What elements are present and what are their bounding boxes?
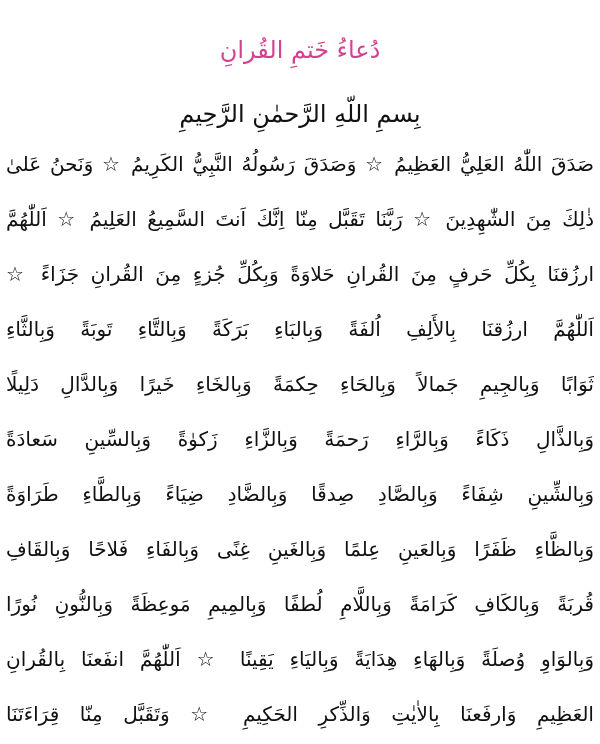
text-line: اَللّٰهُمَّ ارزُقنَا بِالأَلِفِ اُلفَةً وَبِالبَاءِ بَرَكَةً وَبِالتَّاءِ تَوبَةً وَبِالثَّاءِ [6, 317, 594, 341]
text-line: العَظِيمِ وَارفَعنَا بِالاٰيٰتِ وَالذِّكرِ الحَكِيمِ ☆ وَتَقَبَّل مِنّا قِرَاءَتَنَا [6, 702, 594, 726]
text-line: ذٰلِكَ مِنَ الشّٰهِدِينَ ☆ رَبَّنَا تَقَبَّل مِنّا اِنَّكَ اَنتَ السَّمِيعُ العَلِيمُ ☆ اَللّٰهُمَّ [6, 207, 594, 231]
text-line: ثَوَابًا وَبِالجِيمِ جَمالاً وَبِالحَاءِ حِكمَةً وَبِالخَاءِ خَيرًا وَبِالدَّالِ دَلِيلًا [6, 372, 594, 396]
basmala-heading: بِسمِ اللّهِ الرَّحمٰنِ الرَّحِيمِ [179, 100, 421, 128]
text-line: وَبِالوَاوِ وُصلَةً وَبِالهَاءِ هِدَايَةً وَبِاليَاءِ يَقِينًا ☆ اَللّٰهُمَّ انفَعنَا بِالقُرانِ [6, 647, 594, 671]
text-line: وَبِالشِّينِ شِفَاءً وَبِالصَّادِ صِدقًا وَبِالضَّادِ ضِيَاءً وَبِالطَّاءِ طَرَاوَةً [6, 482, 594, 506]
text-line: ارزُقنَا بِكُلِّ حَرفٍ مِنَ القُرانِ حَلاوَةً وَبِكُلِّ جُزءٍ مِنَ القُرانِ جَزَاءً ☆ [6, 262, 594, 286]
text-line: قُربَةً وَبِالكَافِ كَرَامَةً وَبِاللَّامِ لُطفًا وَبِالمِيمِ مَوعِظَةً وَبِالنُّونِ نُورًا [6, 592, 594, 616]
text-line: صَدَقَ اللّٰهُ العَلِيُّ العَظِيمُ ☆ وَصَدَقَ رَسُولُهُ النَّبِيُّ الكَرِيمُ ☆ وَنَحنُ عَلىٰ [6, 152, 594, 176]
text-line: وَبِالظَّاءِ ظَفَرًا وَبِالعَينِ عِلمًا وَبِالغَينِ غِنًى وَبِالفَاءِ فَلاحًا وَبِالقَافِ [6, 537, 594, 561]
page-title: دُعاءُ خَتمِ القُرانِ [219, 36, 381, 64]
text-line: وَبِالذَّالِ ذَكَاءً وَبِالرَّاءِ رَحمَةً وَبِالزَّاءِ زَكوٰةً وَبِالسِّينِ سَعادَةً [6, 427, 594, 451]
